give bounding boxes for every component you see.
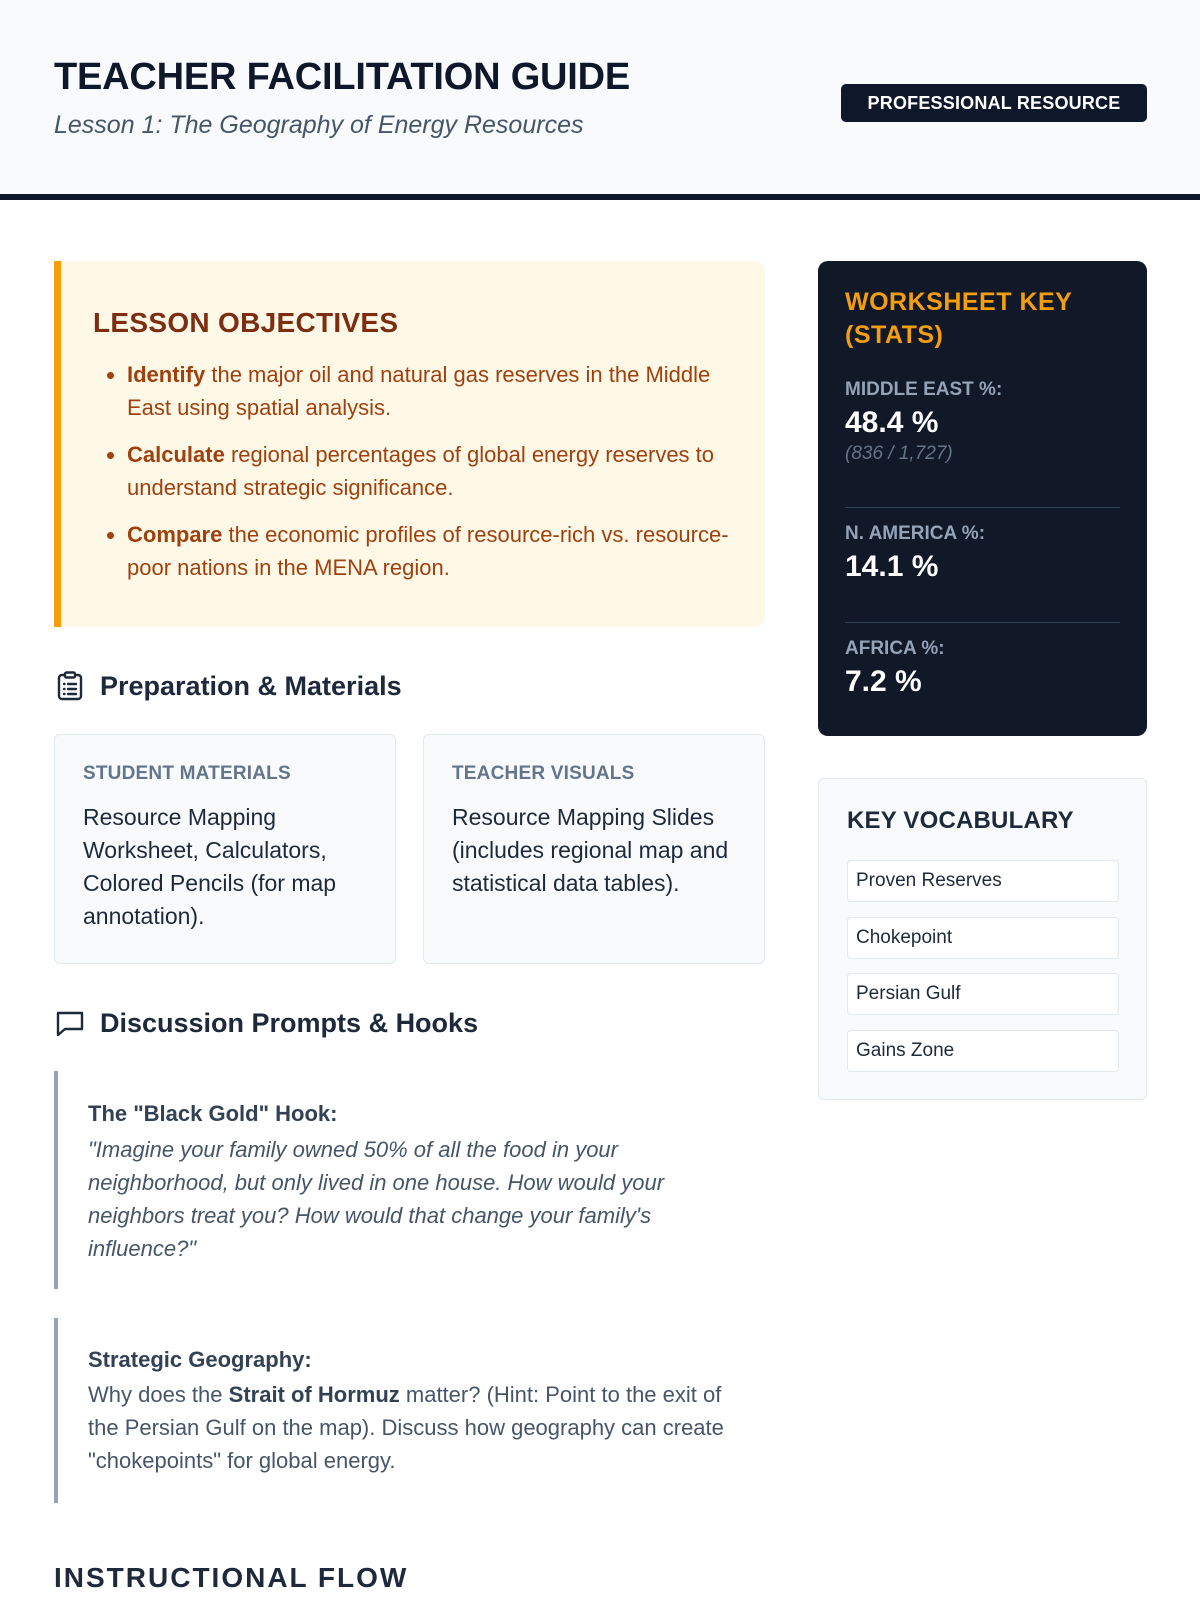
vocab-term: Proven Reserves — [847, 860, 1119, 902]
materials-section-heading — [54, 670, 402, 702]
page-header — [0, 0, 1200, 200]
worksheet-key-heading: WORKSHEET KEY (STATS) — [845, 288, 1072, 349]
objective-text: regional percentages of global energy reserves to understand strategic significance. — [127, 442, 715, 500]
stat-divider — [845, 507, 1120, 508]
hook-prompt — [54, 1071, 754, 1289]
vocab-term: Chokepoint — [847, 917, 1119, 959]
prompts-section-heading — [54, 1007, 478, 1039]
objectives-heading: LESSON OBJECTIVES — [93, 307, 399, 338]
objective-item — [127, 358, 747, 424]
lesson-subtitle: Lesson 1: The Geography of Energy Resources — [54, 111, 584, 139]
chat-bubble-icon — [54, 1007, 86, 1039]
card-label: STUDENT MATERIALS — [83, 763, 291, 784]
strategic-geography-prompt — [54, 1318, 754, 1503]
card-text: Resource Mapping Worksheet, Calculators, Colored Pencils (for map annotation). — [83, 804, 337, 929]
instructional-flow-heading: INSTRUCTIONAL FLOW — [54, 1562, 409, 1593]
prompts-heading: Discussion Prompts & Hooks — [100, 1007, 479, 1038]
objective-text: the major oil and natural gas reserves in the Middle East using spatial analysis. — [127, 362, 711, 420]
key-vocabulary-card — [818, 778, 1147, 1100]
clipboard-icon — [54, 670, 86, 702]
vocab-term: Persian Gulf — [847, 973, 1119, 1015]
worksheet-key-card — [818, 261, 1147, 736]
objective-item — [127, 438, 747, 504]
stat-label: MIDDLE EAST %: — [845, 379, 1003, 400]
stat-label: AFRICA %: — [845, 638, 945, 659]
stat-divider — [845, 622, 1120, 623]
stat-north-america — [845, 523, 1120, 584]
objective-item — [127, 518, 747, 584]
prompt-title: The "Black Gold" Hook: — [88, 1101, 338, 1126]
card-label: TEACHER VISUALS — [452, 763, 635, 784]
stat-label: N. AMERICA %: — [845, 523, 986, 544]
objectives-list — [100, 358, 747, 598]
prompt-emphasis: Strait of Hormuz — [228, 1382, 400, 1407]
objective-verb: Calculate — [127, 442, 225, 467]
stat-value: 7.2 % — [845, 665, 922, 698]
stat-middle-east — [845, 379, 1120, 465]
objective-verb: Identify — [127, 362, 206, 387]
stat-value: 14.1 % — [845, 550, 939, 583]
prompt-title: Strategic Geography: — [88, 1347, 312, 1372]
objective-verb: Compare — [127, 522, 223, 547]
prompt-body — [88, 1378, 728, 1477]
vocab-term: Gains Zone — [847, 1030, 1119, 1072]
prompt-text: matter? (Hint: Point to the exit of the Persian Gulf on the map). Discuss how geography can create "chokepoints" for global energy. — [88, 1382, 724, 1473]
card-text: Resource Mapping Slides (includes regional map and statistical data tables). — [452, 804, 729, 896]
prompt-body: "Imagine your family owned 50% of all the food in your neighborhood, but only lived in one house. How would your neighbors treat you? How would that change your family's influence?" — [88, 1137, 665, 1261]
stat-africa — [845, 638, 1120, 699]
stat-value: 48.4 % — [845, 406, 939, 439]
objective-text: the economic profiles of resource-rich vs. resource-poor nations in the MENA region. — [127, 522, 729, 580]
page-title: TEACHER FACILITATION GUIDE — [54, 56, 631, 98]
teacher-visuals-card — [423, 734, 765, 964]
prompt-text: Why does the — [88, 1382, 229, 1407]
stat-note: (836 / 1,727) — [845, 443, 953, 464]
vocabulary-heading: KEY VOCABULARY — [847, 807, 1074, 834]
student-materials-card — [54, 734, 396, 964]
resource-badge: PROFESSIONAL RESOURCE — [841, 84, 1147, 122]
materials-heading: Preparation & Materials — [100, 670, 402, 701]
